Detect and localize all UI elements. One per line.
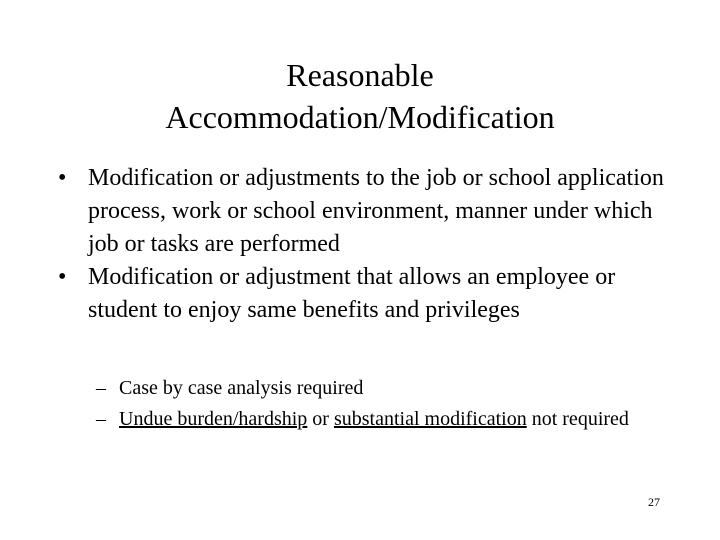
title-line-2: Accommodation/Modification [165,99,555,135]
sub-bullet-item [96,373,666,404]
bullet-marker: • [58,165,67,191]
title-line-1: Reasonable [286,57,434,93]
sub-bullet-text: Case by case analysis required [119,377,364,399]
substantial-modification-text: substantial modification [333,408,527,430]
trailing-text: not required [526,408,629,430]
sub-bullet-list [96,373,666,435]
bullet-text: Modification or adjustments to the job or school application process, work or school environment, manner under which job or tasks are performed [88,165,664,257]
dash-marker: – [96,408,106,430]
connector-text: or [307,408,334,430]
bullet-item [58,261,668,327]
page-number: 27 [648,495,660,509]
bullet-item [58,162,668,261]
sub-bullet-item [96,404,666,435]
dash-marker: – [96,377,106,399]
bullet-text: Modification or adjustment that allows an employee or student to enjoy same benefits and privileges [88,264,616,323]
undue-burden-text: Undue burden/hardship [119,408,308,430]
bullet-list [58,162,668,327]
slide-title [60,54,660,138]
bullet-marker: • [58,264,67,290]
